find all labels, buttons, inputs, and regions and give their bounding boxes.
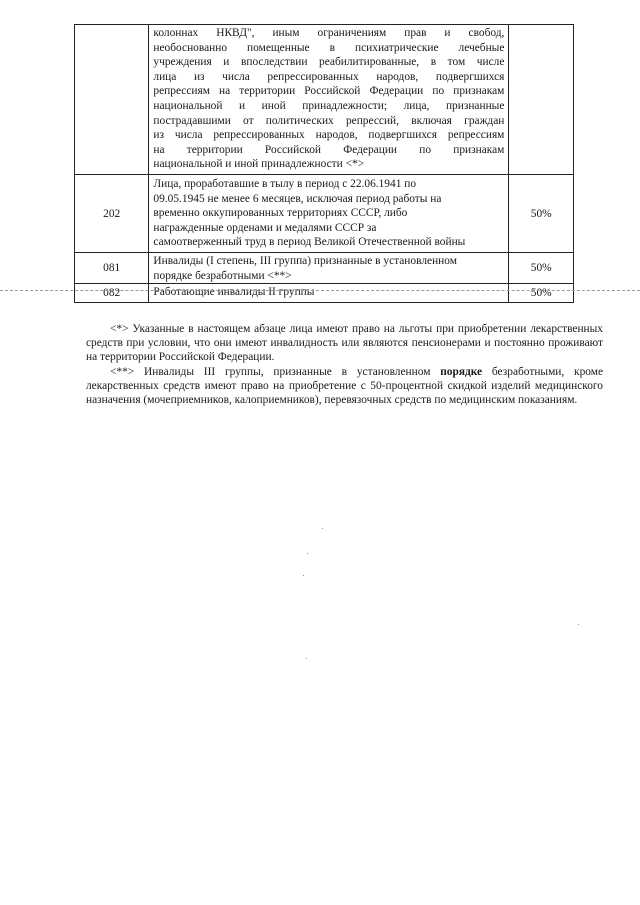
description-line: награжденные орденами и медалями СССР за (153, 221, 377, 234)
description-line: пострадавшими от политических репрессий, включая граждан (153, 114, 505, 127)
category-code (75, 25, 149, 175)
description-line: из числа репрессированных народов, подвергшихся репрессиям (153, 129, 505, 142)
scan-speck (303, 575, 304, 576)
scan-speck (322, 528, 323, 529)
description-line: 09.05.1945 не менее 6 месяцев, исключая период работы на (153, 192, 442, 205)
description-line: самоотверженный труд в период Великой Отечественной войны (153, 236, 466, 249)
category-description (149, 284, 509, 303)
footnote-2 (86, 365, 603, 408)
category-description (149, 252, 509, 283)
footnote-2-text-end: безработными, кроме лекарственных средств имеют право на приобретение с 50-процентной скидкой изделий медицинского назначения (мочеприемников, калоприемников), перевязочных средств по медицинским показаниям. (86, 365, 604, 407)
description-line: учреждения и впоследствии реабилитированные, в том числе (153, 56, 505, 69)
scan-speck (306, 658, 307, 659)
description-line: колоннах НКВД", иным ограничениям прав и свобод, (153, 27, 505, 39)
scan-speck (578, 624, 579, 625)
description-line: необоснованно помещенные в психиатрические лечебные (153, 41, 505, 54)
benefits-table (74, 24, 574, 303)
description-line: лица из числа репрессированных народов, подвергшихся (153, 70, 505, 83)
table-row (75, 252, 574, 283)
description-line: национальной и иной принадлежности <*> (153, 158, 365, 171)
description-line: Работающие инвалиды II группы (153, 286, 315, 299)
description-line: Лица, проработавшие в тылу в период с 22.06.1941 по (153, 177, 417, 190)
description-line: порядке безработными <**> (153, 269, 292, 282)
description-line: Инвалиды (I степень, III группа) признанные в установленном (153, 254, 457, 267)
scan-speck (307, 553, 308, 554)
category-code: 202 (75, 174, 149, 252)
category-code: 082 (75, 284, 149, 303)
category-description (149, 174, 509, 252)
table-row (75, 174, 574, 252)
discount-value: 50% (509, 252, 574, 283)
discount-value: 50% (509, 284, 574, 303)
footnotes (86, 322, 603, 407)
category-code: 081 (75, 252, 149, 283)
description-line: временно оккупированных территориях СССР, либо (153, 207, 408, 220)
description-line: репрессиям на территории Российской Федерации по признакам (153, 85, 505, 98)
footnote-1: <*> Указанные в настоящем абзаце лица имеют право на льготы при приобретении лекарственных средств при условии, что они имеют инвалидность или являются пенсионерами и постоянно проживают на территории Российской Федерации. (86, 323, 603, 364)
table-row (75, 284, 574, 303)
footnote-2-text: <**> Инвалиды III группы, признанные в установленном (110, 365, 441, 378)
discount-value (509, 25, 574, 175)
scan-fold-line (0, 290, 640, 291)
description-line: на территории Российской Федерации по признакам (153, 143, 505, 156)
description-line: национальной и иной принадлежности; лица, признанные (153, 99, 505, 112)
table-row (75, 25, 574, 175)
footnote-2-emphasis: порядке (440, 365, 483, 378)
discount-value: 50% (509, 174, 574, 252)
category-description (149, 25, 509, 175)
